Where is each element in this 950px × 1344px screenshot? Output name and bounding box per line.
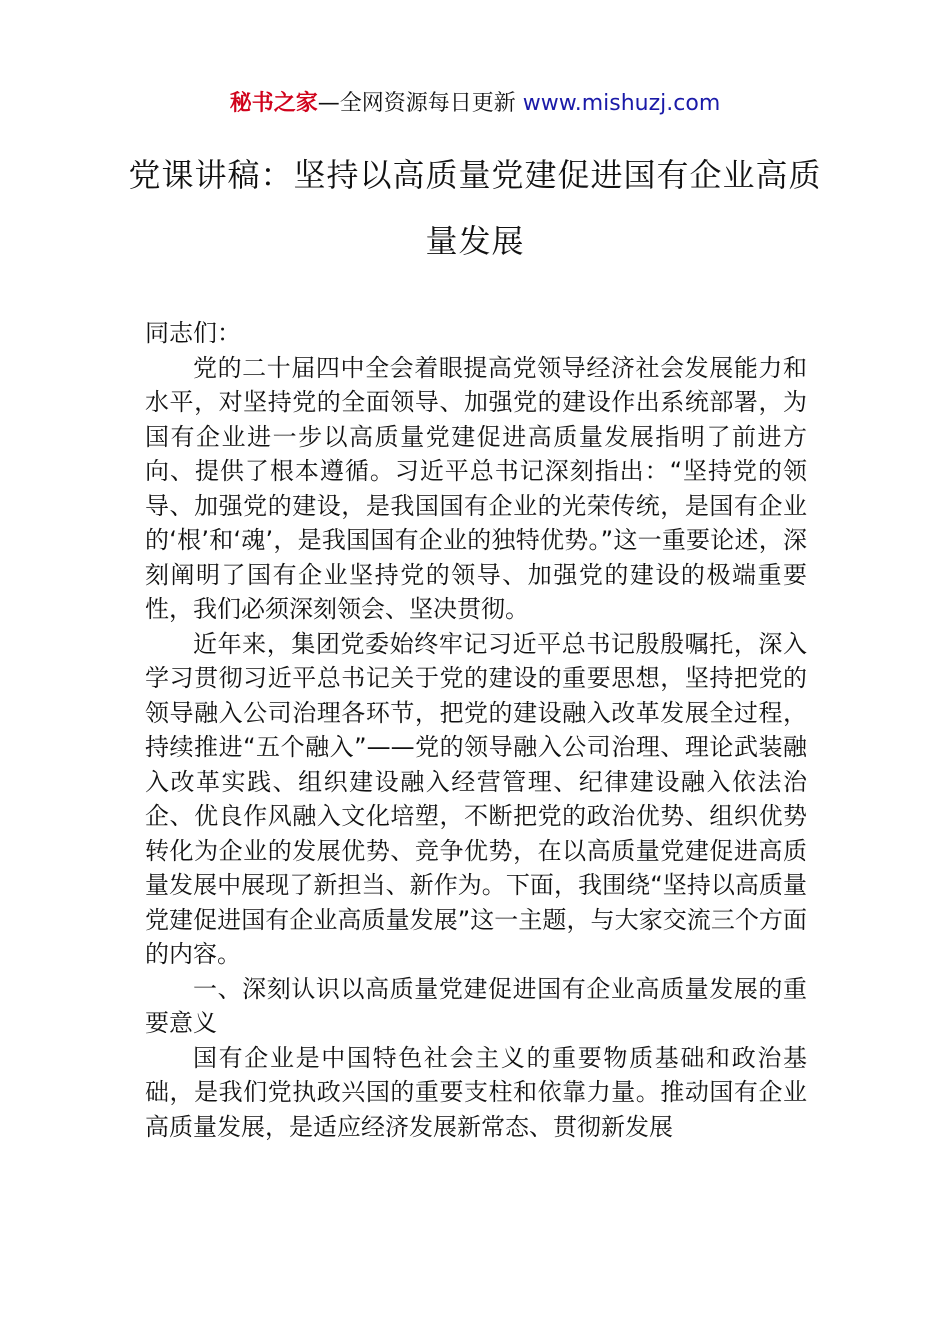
salutation: 同志们： xyxy=(145,319,241,347)
site-url[interactable]: www.mishuzj.com xyxy=(522,91,721,116)
body-paragraph: 党的二十届四中全会着眼提高党领导经济社会发展能力和水平，对坚持党的全面领导、加强党的建设作出系统部署，为国有企业进一步以高质量党建促进高质量发展指明了前进方向、提供了根本遵循。习近平总书记深刻指出：“坚持党的领导、加强党的建设，是我国国有企业的光荣传统，是国有企业的‘根’和‘魂’，是我国国有企业的独特优势。”这一重要论述，深刻阐明了国有企业坚持党的领导、加强党的建设的极端重要性，我们必须深刻领会、坚决贯彻。 xyxy=(145,353,807,623)
site-header xyxy=(0,88,950,120)
site-brand: 秘书之家 xyxy=(229,91,318,116)
body-paragraph: 国有企业是中国特色社会主义的重要物质基础和政治基础，是我们党执政兴国的重要支柱和依靠力量。推动国有企业高质量发展，是适应经济发展新常态、贯彻新发展 xyxy=(145,1043,807,1141)
section-heading: 一、深刻认识以高质量党建促进国有企业高质量发展的重要意义 xyxy=(145,974,807,1037)
document-body xyxy=(145,316,807,1144)
site-tagline: —全网资源每日更新 xyxy=(317,91,523,116)
document-title: 党课讲稿：坚持以高质量党建促进国有企业高质量发展 xyxy=(128,156,822,260)
body-paragraph: 近年来，集团党委始终牢记习近平总书记殷殷嘱托，深入学习贯彻习近平总书记关于党的建设的重要思想，坚持把党的领导融入公司治理各环节，把党的建设融入改革发展全过程，持续推进“五个融入”——党的领导融入公司治理、理论武装融入改革实践、组织建设融入经营管理、纪律建设融入依法治企、优良作风融入文化培塑，不断把党的政治优势、组织优势转化为企业的发展优势、竞争优势，在以高质量党建促进高质量发展中展现了新担当、新作为。下面，我围绕“坚持以高质量党建促进国有企业高质量发展”这一主题，与大家交流三个方面的内容。 xyxy=(145,629,807,968)
